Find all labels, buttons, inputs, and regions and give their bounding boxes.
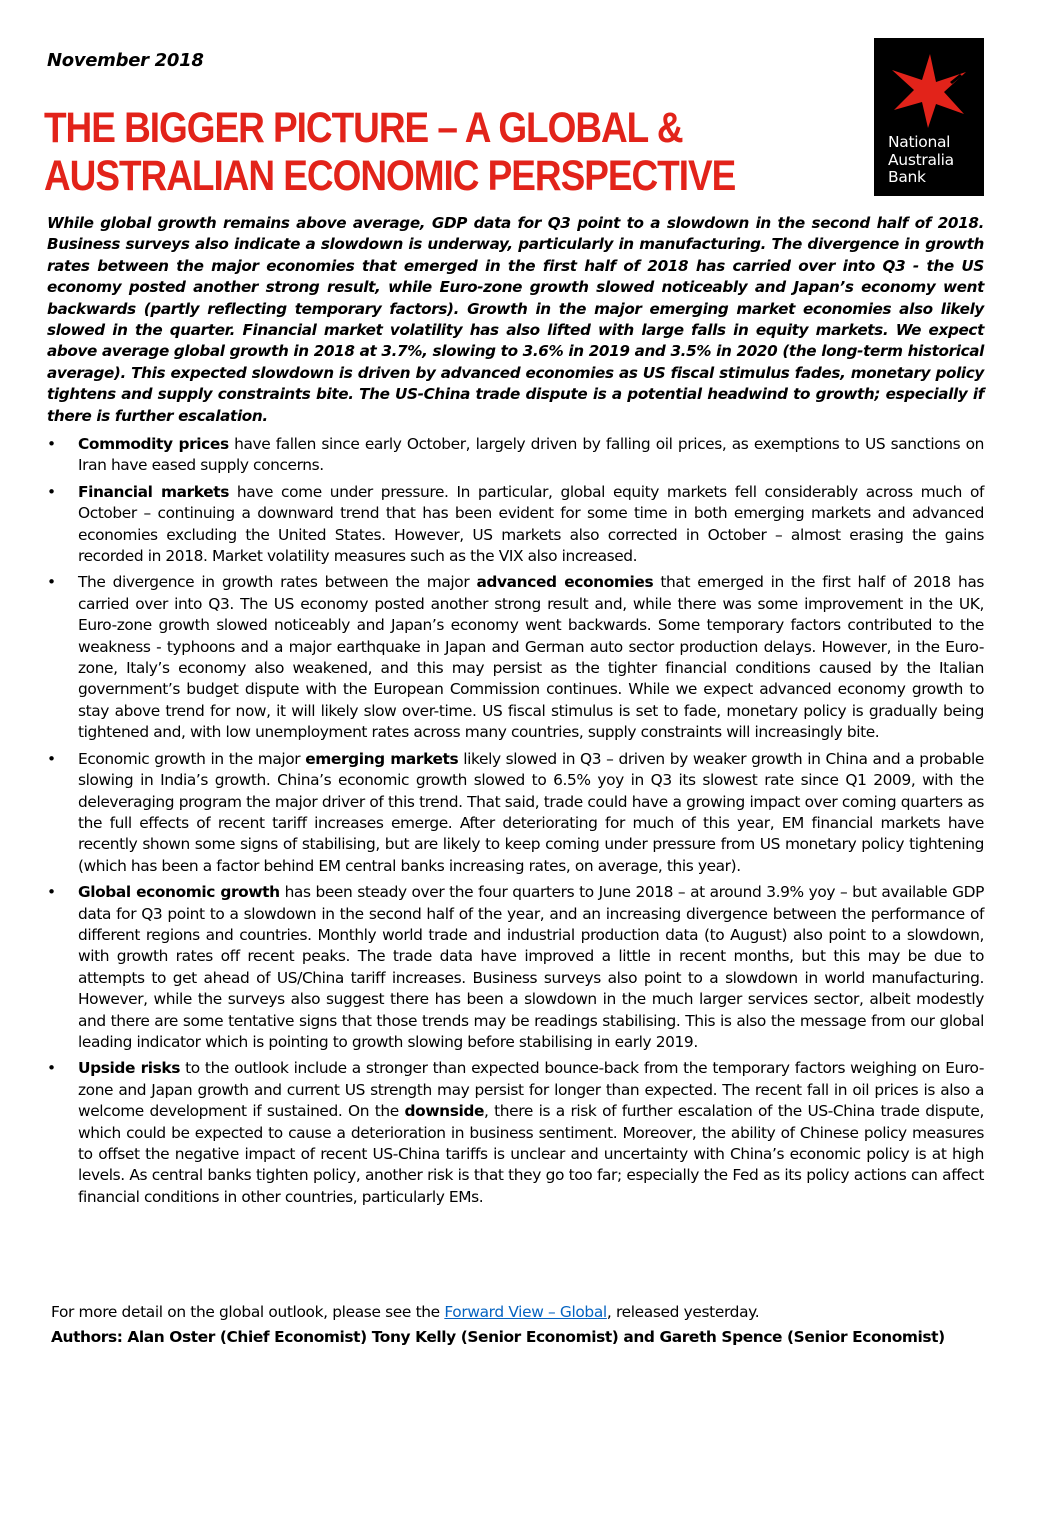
more-detail-text: For more detail on the global outlook, please see the [51,1303,445,1321]
nab-star-icon [888,52,970,130]
bullet-text: have come under pressure. In particular, global equity markets fell considerably across much of October – continuing a downward trend that has been evident for some time in both emerging markets and advanced economies excluding the United States. However, US markets also corrected in October – almost erasing the gains recorded in 2018. Market volatility measures such as the VIX also increased. [78,482,984,566]
bullet-advanced-economies [47,572,984,743]
bullet-dot: • [47,749,56,768]
logo-line-1: National [888,133,951,151]
bullet-keyword: Commodity prices [78,435,229,453]
bullet-keyword: emerging markets [305,749,459,768]
bullet-text: Economic growth in the major [78,749,306,768]
more-detail-text-end: , released yesterday. [606,1303,760,1321]
logo-line-3: Bank [888,168,926,186]
bullet-financial-markets [47,482,984,568]
bullet-risks [47,1058,984,1208]
page-title [44,104,736,200]
bullet-keyword: advanced economies [476,573,654,592]
bullet-keyword: downside [404,1102,484,1121]
bullet-text: , there is a risk of further escalation of the US-China trade dispute, which could be expected to cause a deterioration in business sentiment. Moreover, the ability of Chinese policy measures to offset the negative impact of recent US-China tariffs is unclear and uncertainty with China’s economic policy is at high levels. As central banks tighten policy, another risk is that they go too far; especially the Fed as its policy actions can affect financial conditions in other countries, particularly EMs. [78,1102,984,1206]
bullet-dot: • [47,573,56,592]
lead-paragraph: While global growth remains above average, GDP data for Q3 point to a slowdown in the second half of 2018. Business surveys also indicate a slowdown is underway, particularly in manufacturing. The divergence in growth rates between the major economies that emerged in the first half of 2018 has carried over into Q3 - the US economy posted another strong result, while Euro-zone growth slowed noticeably and Japan’s economy went backwards (partly reflecting temporary factors). Growth in the major emerging market economies also likely slowed in the quarter. Financial market volatility has also lifted with large falls in equity markets. We expect above average global growth in 2018 at 3.7%, slowing to 3.6% in 2019 and 3.5% in 2020 (the long-term historical average). This expected slowdown is driven by advanced economies as US fiscal stimulus fades, monetary policy tightens and supply constraints bite. The US-China trade dispute is a potential headwind to growth; especially if there is further escalation. [47,214,984,425]
authors-line: Authors: Alan Oster (Chief Economist) Tony Kelly (Senior Economist) and Gareth Spence (Senior Economist) [51,1328,945,1346]
title-line-1: THE BIGGER PICTURE – A GLOBAL & [44,104,683,152]
logo-wordmark [888,134,954,187]
bullet-dot: • [47,482,56,501]
bullet-text: likely slowed in Q3 – driven by weaker growth in China and a probable slowing in India’s growth. China’s economic growth slowed to 6.5% yoy in Q3 its slowest rate since Q1 2009, with the deleveraging program the major driver of this trend. That said, trade could have a growing impact over coming quarters as the full effects of recent tariff increases emerge. After deteriorating for much of this year, EM financial markets have recently shown some signs of stabilising, but are likely to keep coming under pressure from US monetary policy tightening (which has been a factor behind EM central banks increasing rates, on average, this year). [78,749,984,875]
bullet-text: has been steady over the four quarters to June 2018 – at around 3.9% yoy – but available GDP data for Q3 point to a slowdown in the second half of the year, and an increasing divergence between the performance of different regions and countries. Monthly world trade and industrial production data (to August) also point to a slowdown, with growth rates off recent peaks. The trade data have improved a little in recent months, but this may be due to attempts to get ahead of US/China tariff increases. Business surveys also point to a slowdown in world manufacturing. However, while the surveys also suggest there has been a slowdown in the much larger services sector, albeit modestly and there are some tentative signs that those trends may be readings stabilising. This is also the message from our global leading indicator which is pointing to growth slowing before stabilising in early 2019. [78,883,984,1051]
bullet-dot: • [47,883,56,902]
report-date: November 2018 [47,50,204,71]
logo-line-2: Australia [888,150,954,169]
bullet-list [47,434,984,1213]
bullet-text: have fallen since early October, largely driven by falling oil prices, as exemptions to US sanctions on Iran have eased supply concerns. [78,435,984,475]
bullet-text: that emerged in the first half of 2018 has carried over into Q3. The US economy posted another strong result and, while there was some improvement in the UK, Euro-zone growth slowed noticeably and Japan’s economy went backwards. Some temporary factors contributed to the weakness - typhoons and a major earthquake in Japan and German auto sector production delays. However, in the Euro-zone, Italy’s economy also weakened, and this may persist as the tighter financial conditions caused by the Italian government’s budget dispute with the European Commission continues. While we expect advanced economy growth to stay above trend for now, it will likely slow over-time. US fiscal stimulus is set to fade, monetary policy is gradually being tightened and, with low unemployment rates across many countries, supply constraints will increasingly bite. [78,573,985,742]
title-line-2: AUSTRALIAN ECONOMIC PERSPECTIVE [44,152,736,200]
more-detail-note [51,1302,981,1323]
bullet-commodity-prices [47,434,984,477]
bullet-keyword: Upside risks [78,1059,181,1078]
nab-logo [874,38,984,196]
bullet-text: The divergence in growth rates between the major [78,573,477,592]
bullet-global-growth [47,882,984,1053]
bullet-dot: • [47,435,56,453]
forward-view-link[interactable]: Forward View – Global [444,1303,607,1321]
bullet-keyword: Global economic growth [78,883,280,902]
bullet-emerging-markets [47,749,984,877]
bullet-text: to the outlook include a stronger than expected bounce-back from the temporary factors weighing on Euro-zone and Japan growth and current US strength may persist for longer than expected. The recent fall in oil prices is also a welcome development if sustained. On the [78,1059,984,1121]
bullet-keyword: Financial markets [78,482,229,501]
bullet-dot: • [47,1059,56,1078]
